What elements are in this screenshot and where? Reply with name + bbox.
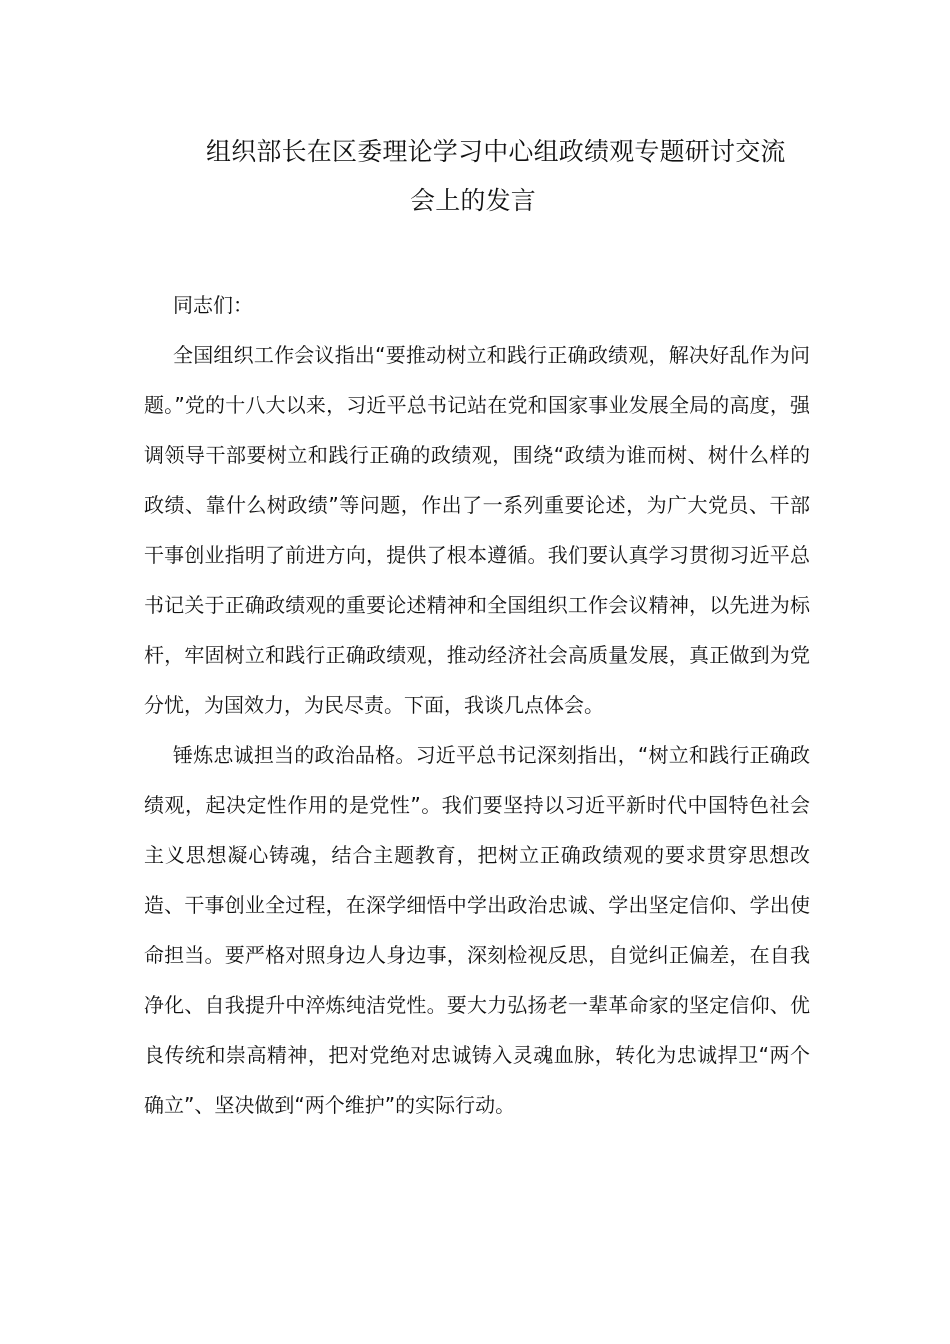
document-body: [144, 280, 810, 1130]
document-title-line-1: 组织部长在区委理论学习中心组政绩观专题研讨交流: [206, 137, 786, 166]
paragraph-intro: 全国组织工作会议指出“要推动树立和践行正确政绩观，解决好乱作为问题。”党的十八大以来，习近平总书记站在党和国家事业发展全局的高度，强调领导干部要树立和践行正确的政绩观，围绕“政绩为谁而树、树什么样的政绩、靠什么树政绩”等问题，作出了一系列重要论述，为广大党员、干部干事创业指明了前进方向，提供了根本遵循。我们要认真学习贯彻习近平总书记关于正确政绩观的重要论述精神和全国组织工作会议精神，以先进为标杆，牢固树立和践行正确政绩观，推动经济社会高质量发展，真正做到为党分忧，为国效力，为民尽责。下面，我谈几点体会。: [144, 343, 810, 717]
document-title-line-2: 会上的发言: [410, 186, 537, 215]
salutation: 同志们：: [173, 293, 253, 317]
paragraph-political-character: 锤炼忠诚担当的政治品格。习近平总书记深刻指出，“树立和践行正确政绩观，起决定性作用的是党性”。我们要坚持以习近平新时代中国特色社会主义思想凝心铸魂，结合主题教育，把树立正确政绩观的要求贯穿思想改造、干事创业全过程，在深学细悟中学出政治忠诚、学出坚定信仰、学出使命担当。要严格对照身边人身边事，深刻检视反思，自觉纠正偏差，在自我净化、自我提升中淬炼纯洁党性。要大力弘扬老一辈革命家的坚定信仰、优良传统和崇高精神，把对党绝对忠诚铸入灵魂血脉，转化为忠诚捍卫“两个确立”、坚决做到“两个维护”的实际行动。: [144, 743, 810, 1117]
